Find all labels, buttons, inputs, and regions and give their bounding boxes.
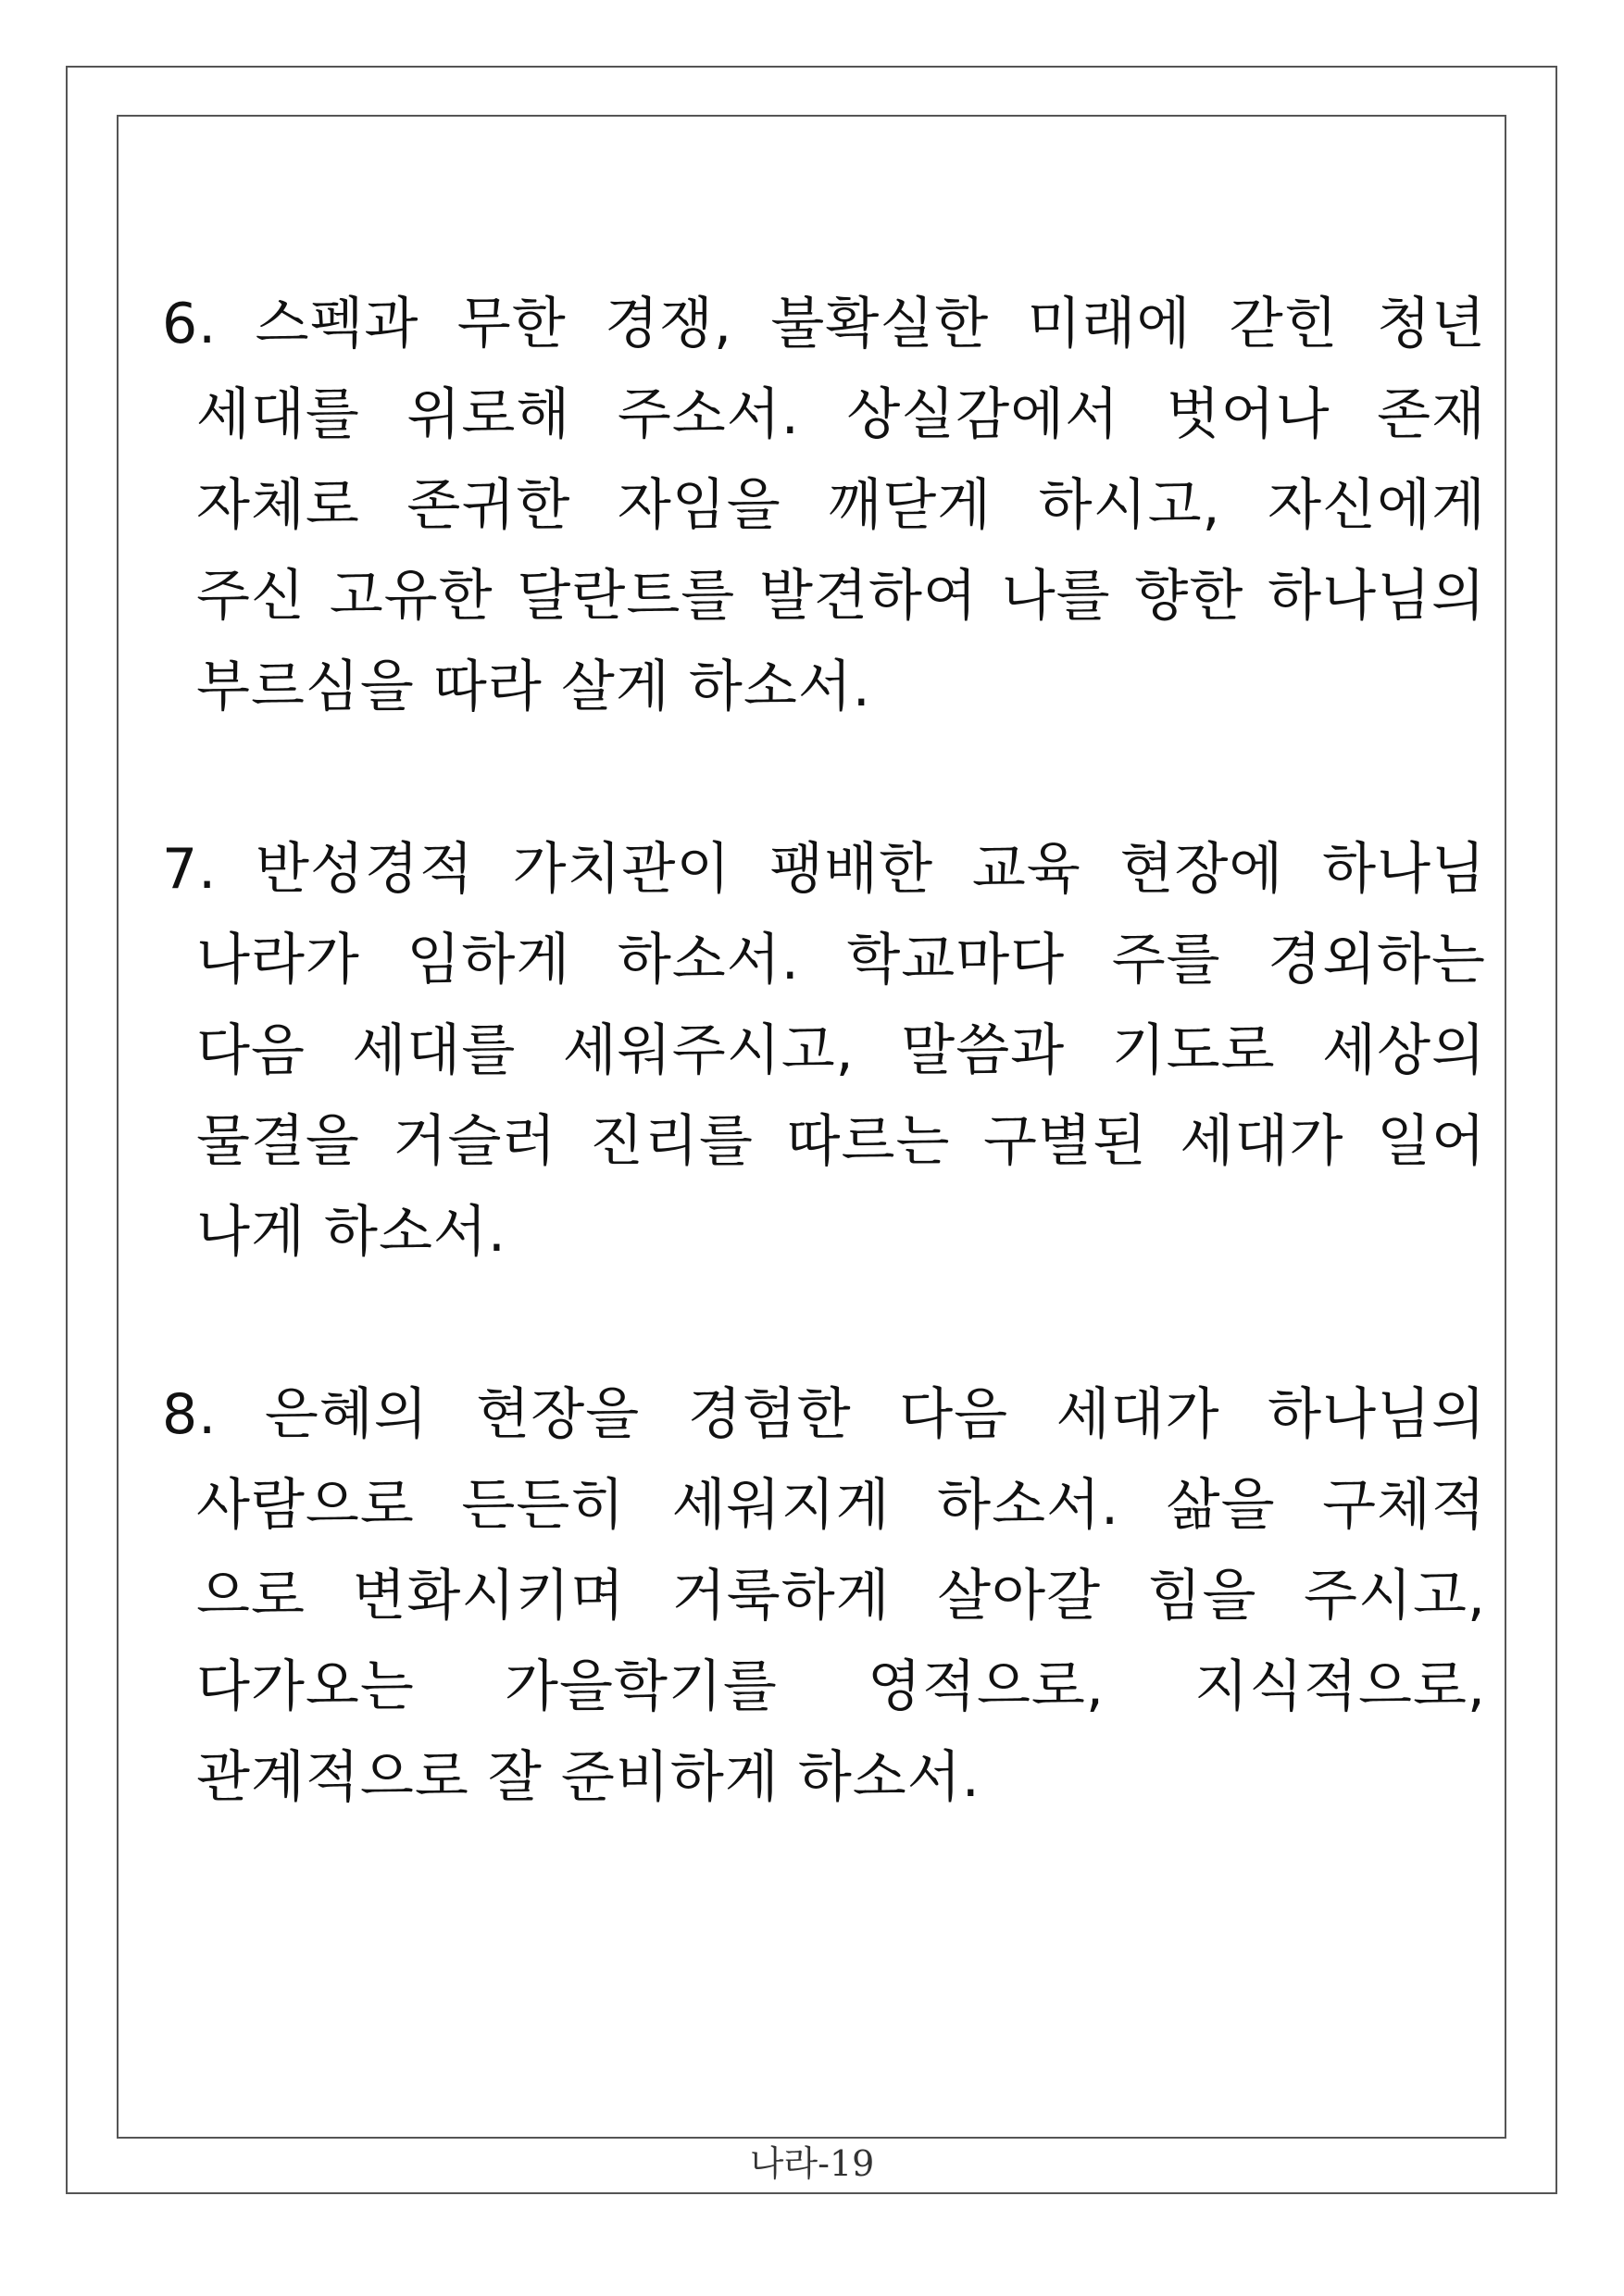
- prayer-7-line-2: 나라가 임하게 하소서. 학교마다 주를 경외하는: [196, 928, 1486, 992]
- prayer-6-line-2: 세대를 위로해 주소서. 상실감에서 벗어나 존재: [196, 382, 1486, 447]
- prayer-list: [162, 279, 1486, 1915]
- prayer-item-6: [162, 279, 1486, 732]
- prayer-6-line-1: 6. 스펙과 무한 경쟁, 불확실한 미래에 갇힌 청년: [162, 292, 1486, 356]
- prayer-8-line-4: 다가오는 가을학기를 영적으로, 지식적으로,: [196, 1654, 1486, 1719]
- prayer-7-line-4: 물결을 거슬러 진리를 따르는 구별된 세대가 일어: [196, 1109, 1486, 1174]
- prayer-7-line-3: 다음 세대를 세워주시고, 말씀과 기도로 세상의: [196, 1018, 1486, 1083]
- prayer-6-line-3: 자체로 존귀한 자임을 깨닫게 하시고, 자신에게: [196, 473, 1486, 538]
- prayer-6-line-4: 주신 고유한 달란트를 발견하여 나를 향한 하나님의: [196, 564, 1486, 629]
- prayer-item-7: [162, 824, 1486, 1278]
- prayer-8-line-3: 으로 변화시키며 거룩하게 살아갈 힘을 주시고,: [196, 1564, 1486, 1628]
- prayer-8-line-5: 관계적으로 잘 준비하게 하소서.: [196, 1745, 981, 1810]
- prayer-7-line-1: 7. 반성경적 가치관이 팽배한 교육 현장에 하나님: [162, 837, 1486, 902]
- prayer-6-line-5: 부르심을 따라 살게 하소서.: [196, 655, 871, 719]
- page-number: 나라-19: [749, 2143, 875, 2184]
- prayer-8-line-1: 8. 은혜의 현장을 경험한 다음 세대가 하나님의: [162, 1382, 1486, 1447]
- prayer-item-8: [162, 1369, 1486, 1823]
- prayer-7-line-5: 나게 하소서.: [196, 1200, 506, 1265]
- prayer-8-line-2: 사람으로 든든히 세워지게 하소서. 삶을 구체적: [196, 1473, 1486, 1538]
